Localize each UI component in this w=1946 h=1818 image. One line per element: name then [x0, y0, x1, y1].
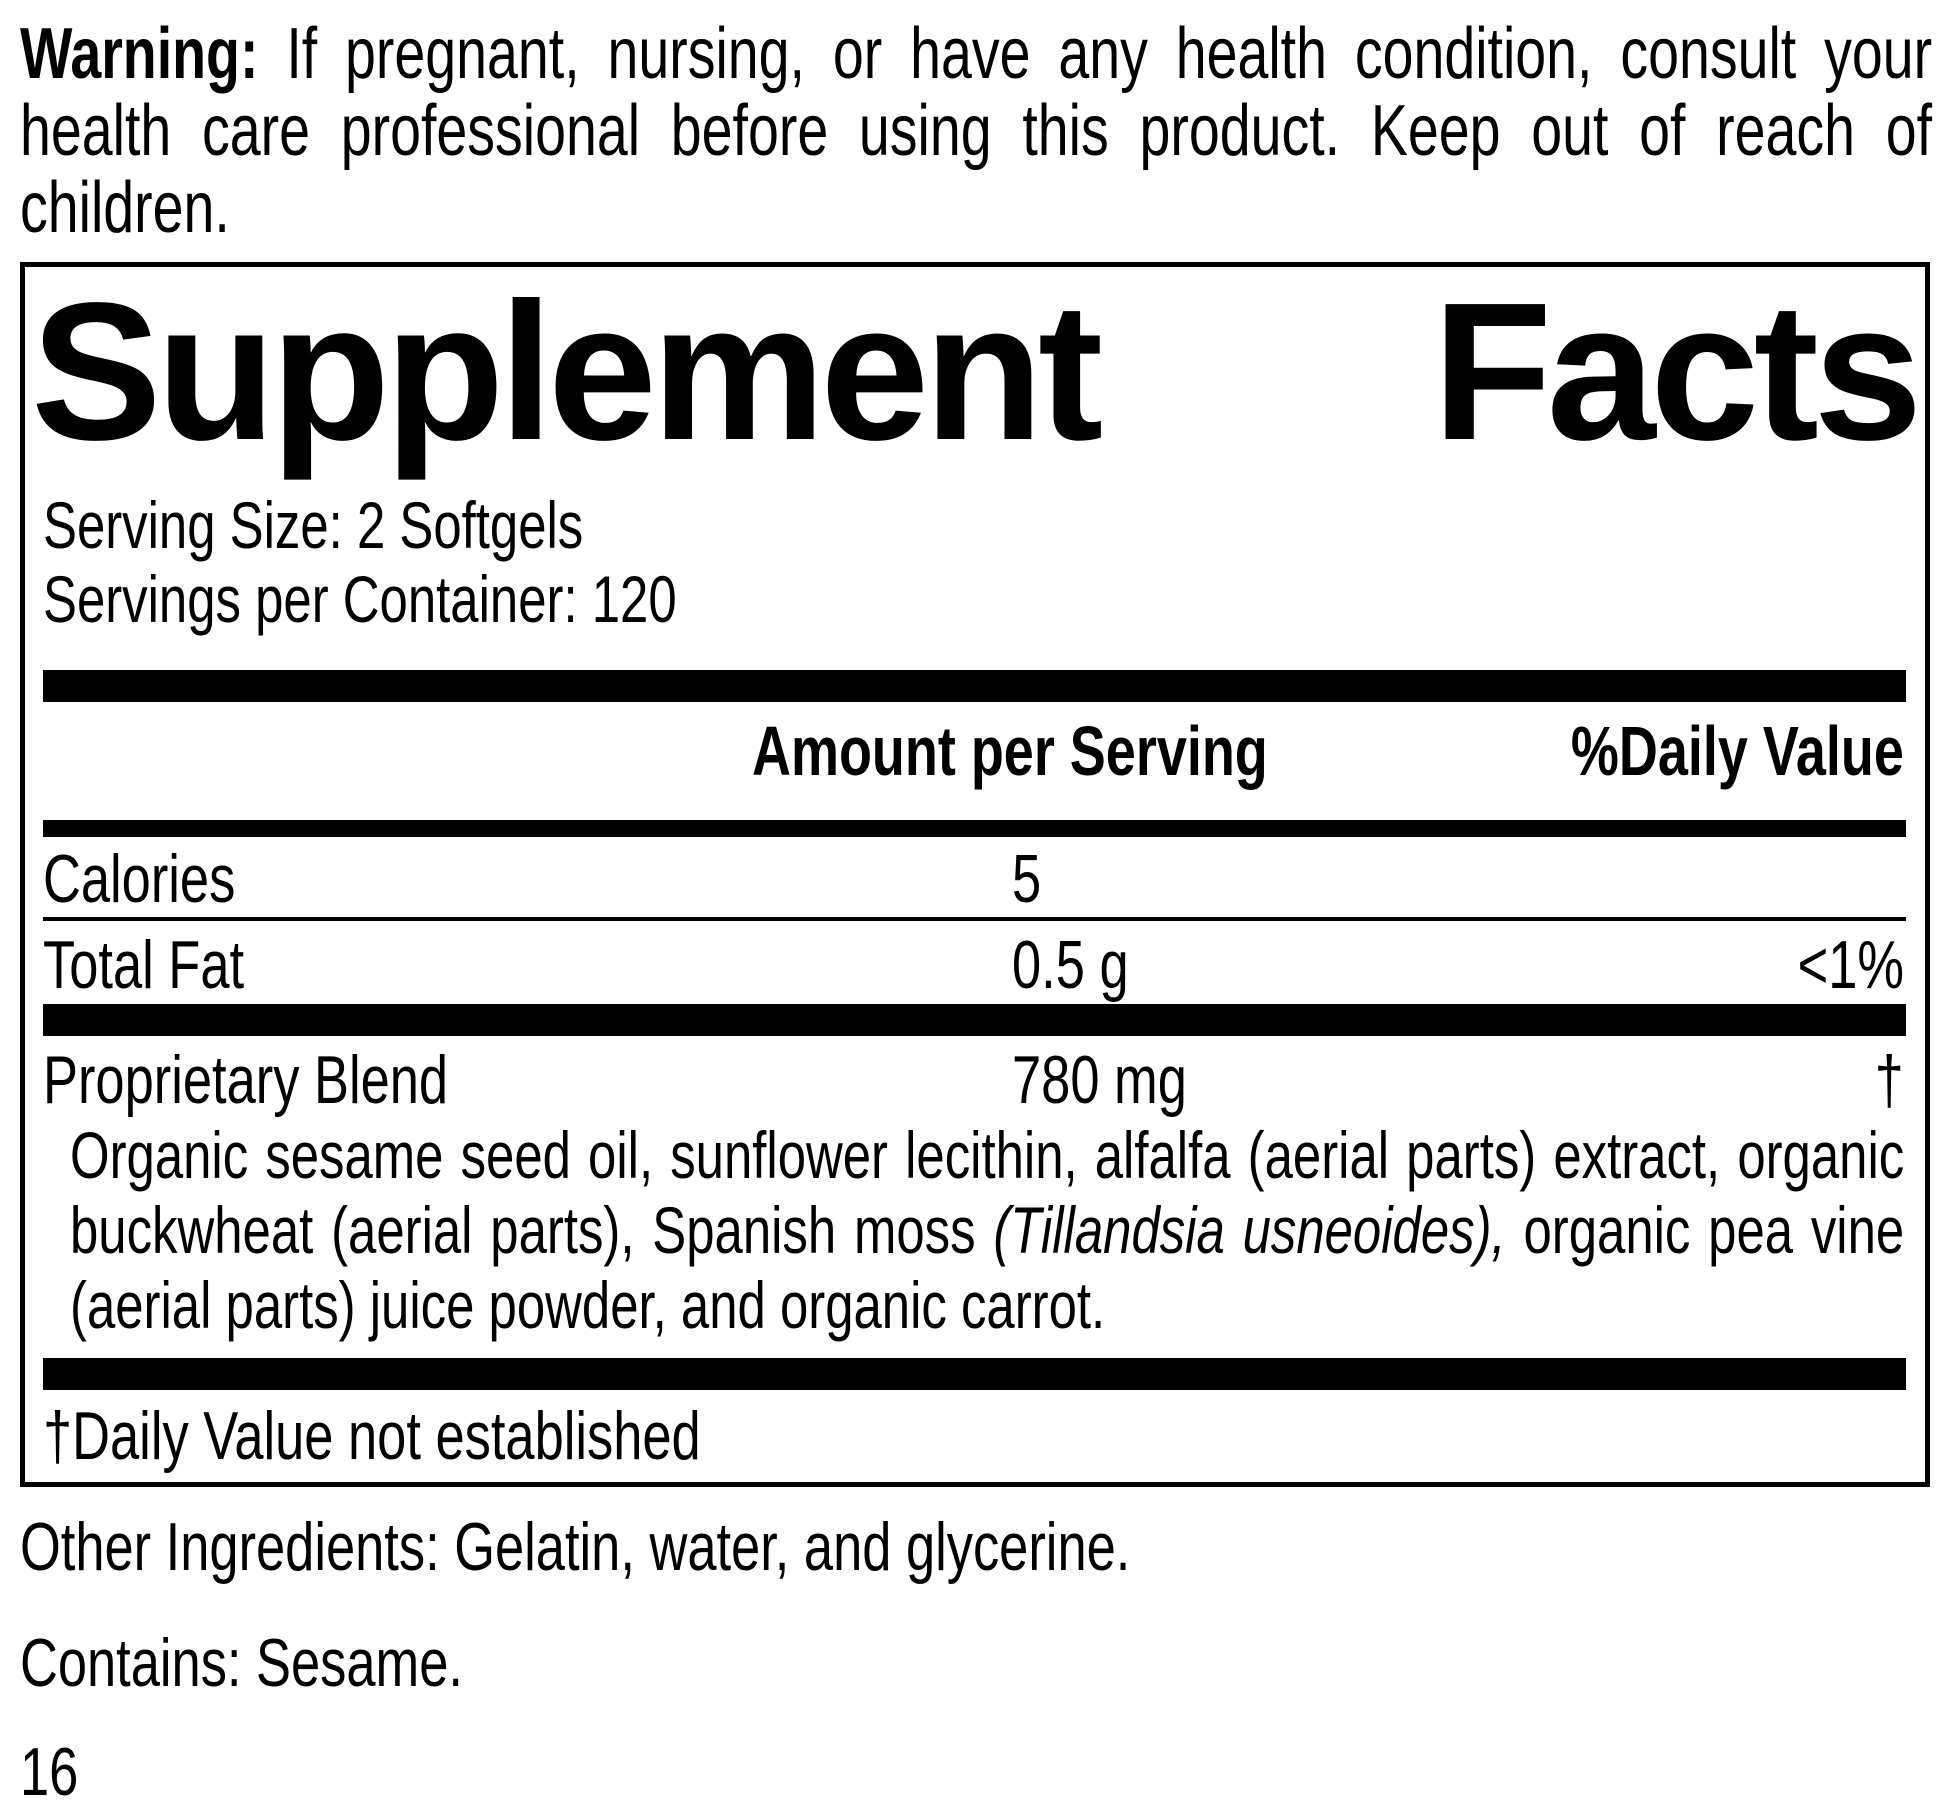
supplement-facts-panel: [20, 262, 1930, 1487]
warning-paragraph: [20, 16, 1932, 247]
daily-value-footnote: †Daily Value not established: [43, 1398, 701, 1474]
proprietary-blend-description: [70, 1118, 1904, 1343]
row-proprietary-blend-amount: 780 mg: [1012, 1042, 1187, 1118]
contains-statement: Contains: Sesame.: [20, 1625, 463, 1701]
divider-bar-thick-top: [43, 670, 1906, 702]
blend-description-latin-name: (Tillandsia usneoides),: [993, 1193, 1506, 1267]
other-ingredients: Other Ingredients: Gelatin, water, and glycerine.: [20, 1509, 1131, 1585]
warning-label: Warning:: [20, 14, 259, 94]
divider-bar-thick-middle: [43, 1004, 1906, 1036]
divider-hairline: [43, 917, 1906, 921]
column-header-amount-per-serving: Amount per Serving: [752, 712, 1268, 790]
serving-size: Serving Size: 2 Softgels: [43, 488, 584, 562]
blend-description-wrap: [70, 1118, 1904, 1343]
row-total-fat-daily-value: <1%: [1797, 927, 1904, 1003]
title-word-supplement: Supplement: [31, 262, 1098, 481]
divider-bar-medium: [43, 820, 1906, 837]
blend-description-post: organic pea vine (aerial parts) juice powder, and organic carrot.: [70, 1193, 1905, 1342]
blend-description-pre: Organic sesame seed oil, sunflower lecithin, alfalfa (aerial parts) extract, organic buckwheat (aerial parts), Spanish moss: [70, 1118, 1905, 1267]
warning-text-wrap: [20, 16, 1932, 247]
row-total-fat-amount: 0.5 g: [1012, 927, 1129, 1003]
supplement-facts-title: [31, 262, 1917, 481]
page-number: 16: [20, 1734, 79, 1810]
servings-per-container: Servings per Container: 120: [43, 562, 677, 636]
divider-bar-thick-bottom: [43, 1358, 1906, 1390]
row-calories-amount: 5: [1012, 841, 1042, 917]
row-calories-name: Calories: [43, 841, 236, 917]
title-word-facts: Facts: [1432, 262, 1917, 481]
row-proprietary-blend-name: Proprietary Blend: [43, 1042, 449, 1118]
column-header-daily-value: %Daily Value: [1571, 712, 1904, 790]
row-proprietary-blend-dagger: †: [1874, 1042, 1904, 1118]
row-total-fat-name: Total Fat: [43, 927, 245, 1003]
warning-text: If pregnant, nursing, or have any health condition, consult your health care professional before using this product. Keep out of reach of children.: [20, 14, 1933, 248]
